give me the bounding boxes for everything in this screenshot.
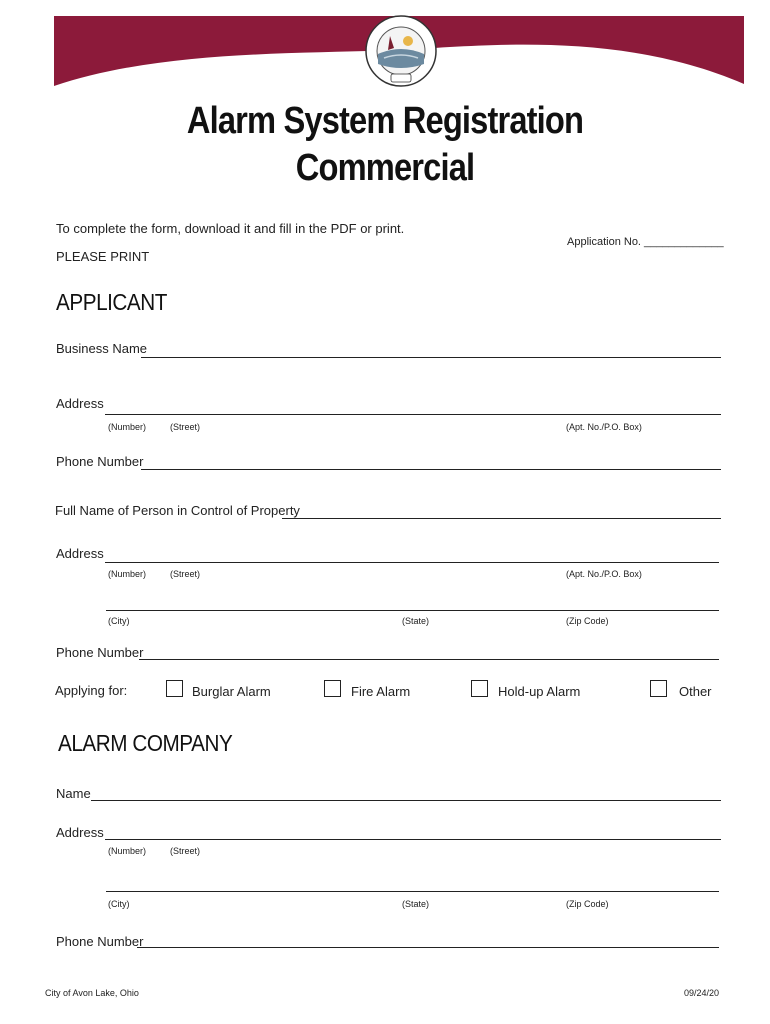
company-city-caption: (City) (108, 899, 130, 909)
applying-for-label: Applying for: (55, 683, 128, 698)
holdup-alarm-checkbox[interactable] (471, 680, 488, 697)
company-name-label: Name (56, 786, 91, 801)
property-number-caption: (Number) (108, 569, 147, 579)
address-apt-caption: (Apt. No./P.O. Box) (566, 422, 642, 432)
property-phone-label: Phone Number (56, 645, 144, 660)
company-address-label: Address (56, 825, 104, 840)
company-zip-caption: (Zip Code) (566, 899, 609, 909)
instruction-text: To complete the form, download it and fill in the PDF or print. (56, 221, 405, 236)
company-name-field[interactable] (91, 800, 721, 801)
address-field[interactable] (105, 414, 721, 415)
burglar-alarm-label: Burglar Alarm (192, 684, 271, 699)
property-zip-caption: (Zip Code) (566, 616, 609, 626)
full-name-field[interactable] (282, 518, 721, 519)
application-number-label[interactable]: Application No. _____________ (567, 236, 724, 248)
property-street-caption: (Street) (170, 569, 201, 579)
company-city-state-zip-field[interactable] (106, 891, 719, 892)
full-name-label: Full Name of Person in Control of Property (55, 503, 300, 518)
holdup-alarm-label: Hold-up Alarm (498, 684, 581, 699)
fire-alarm-label: Fire Alarm (351, 684, 411, 699)
other-label: Other (679, 684, 712, 699)
address-label: Address (56, 396, 104, 411)
company-phone-field[interactable] (137, 947, 719, 948)
property-city-caption: (City) (108, 616, 130, 626)
please-print-text: PLEASE PRINT (56, 249, 150, 264)
burglar-alarm-checkbox[interactable] (166, 680, 183, 697)
alarm-company-heading: ALARM COMPANY (58, 730, 233, 756)
company-street-caption: (Street) (170, 846, 201, 856)
company-state-caption: (State) (402, 899, 430, 909)
phone-number-field[interactable] (141, 469, 721, 470)
property-address-label: Address (56, 546, 104, 561)
property-phone-field[interactable] (139, 659, 719, 660)
form-title: Alarm System Registration (186, 100, 584, 142)
company-phone-label: Phone Number (56, 934, 144, 949)
footer-city: City of Avon Lake, Ohio (45, 988, 139, 998)
property-apt-caption: (Apt. No./P.O. Box) (566, 569, 642, 579)
company-number-caption: (Number) (108, 846, 147, 856)
footer-date: 09/24/20 (684, 988, 720, 998)
property-city-state-zip-field[interactable] (106, 610, 719, 611)
business-name-field[interactable] (141, 357, 721, 358)
other-checkbox[interactable] (650, 680, 667, 697)
property-address-field[interactable] (105, 562, 719, 563)
phone-number-label: Phone Number (56, 454, 144, 469)
city-seal-logo (364, 14, 438, 88)
property-state-caption: (State) (402, 616, 430, 626)
address-street-caption: (Street) (170, 422, 201, 432)
company-address-field[interactable] (105, 839, 721, 840)
business-name-label: Business Name (56, 341, 148, 356)
applicant-heading: APPLICANT (56, 289, 167, 315)
form-subtitle: Commercial (295, 147, 475, 189)
fire-alarm-checkbox[interactable] (324, 680, 341, 697)
address-number-caption: (Number) (108, 422, 147, 432)
